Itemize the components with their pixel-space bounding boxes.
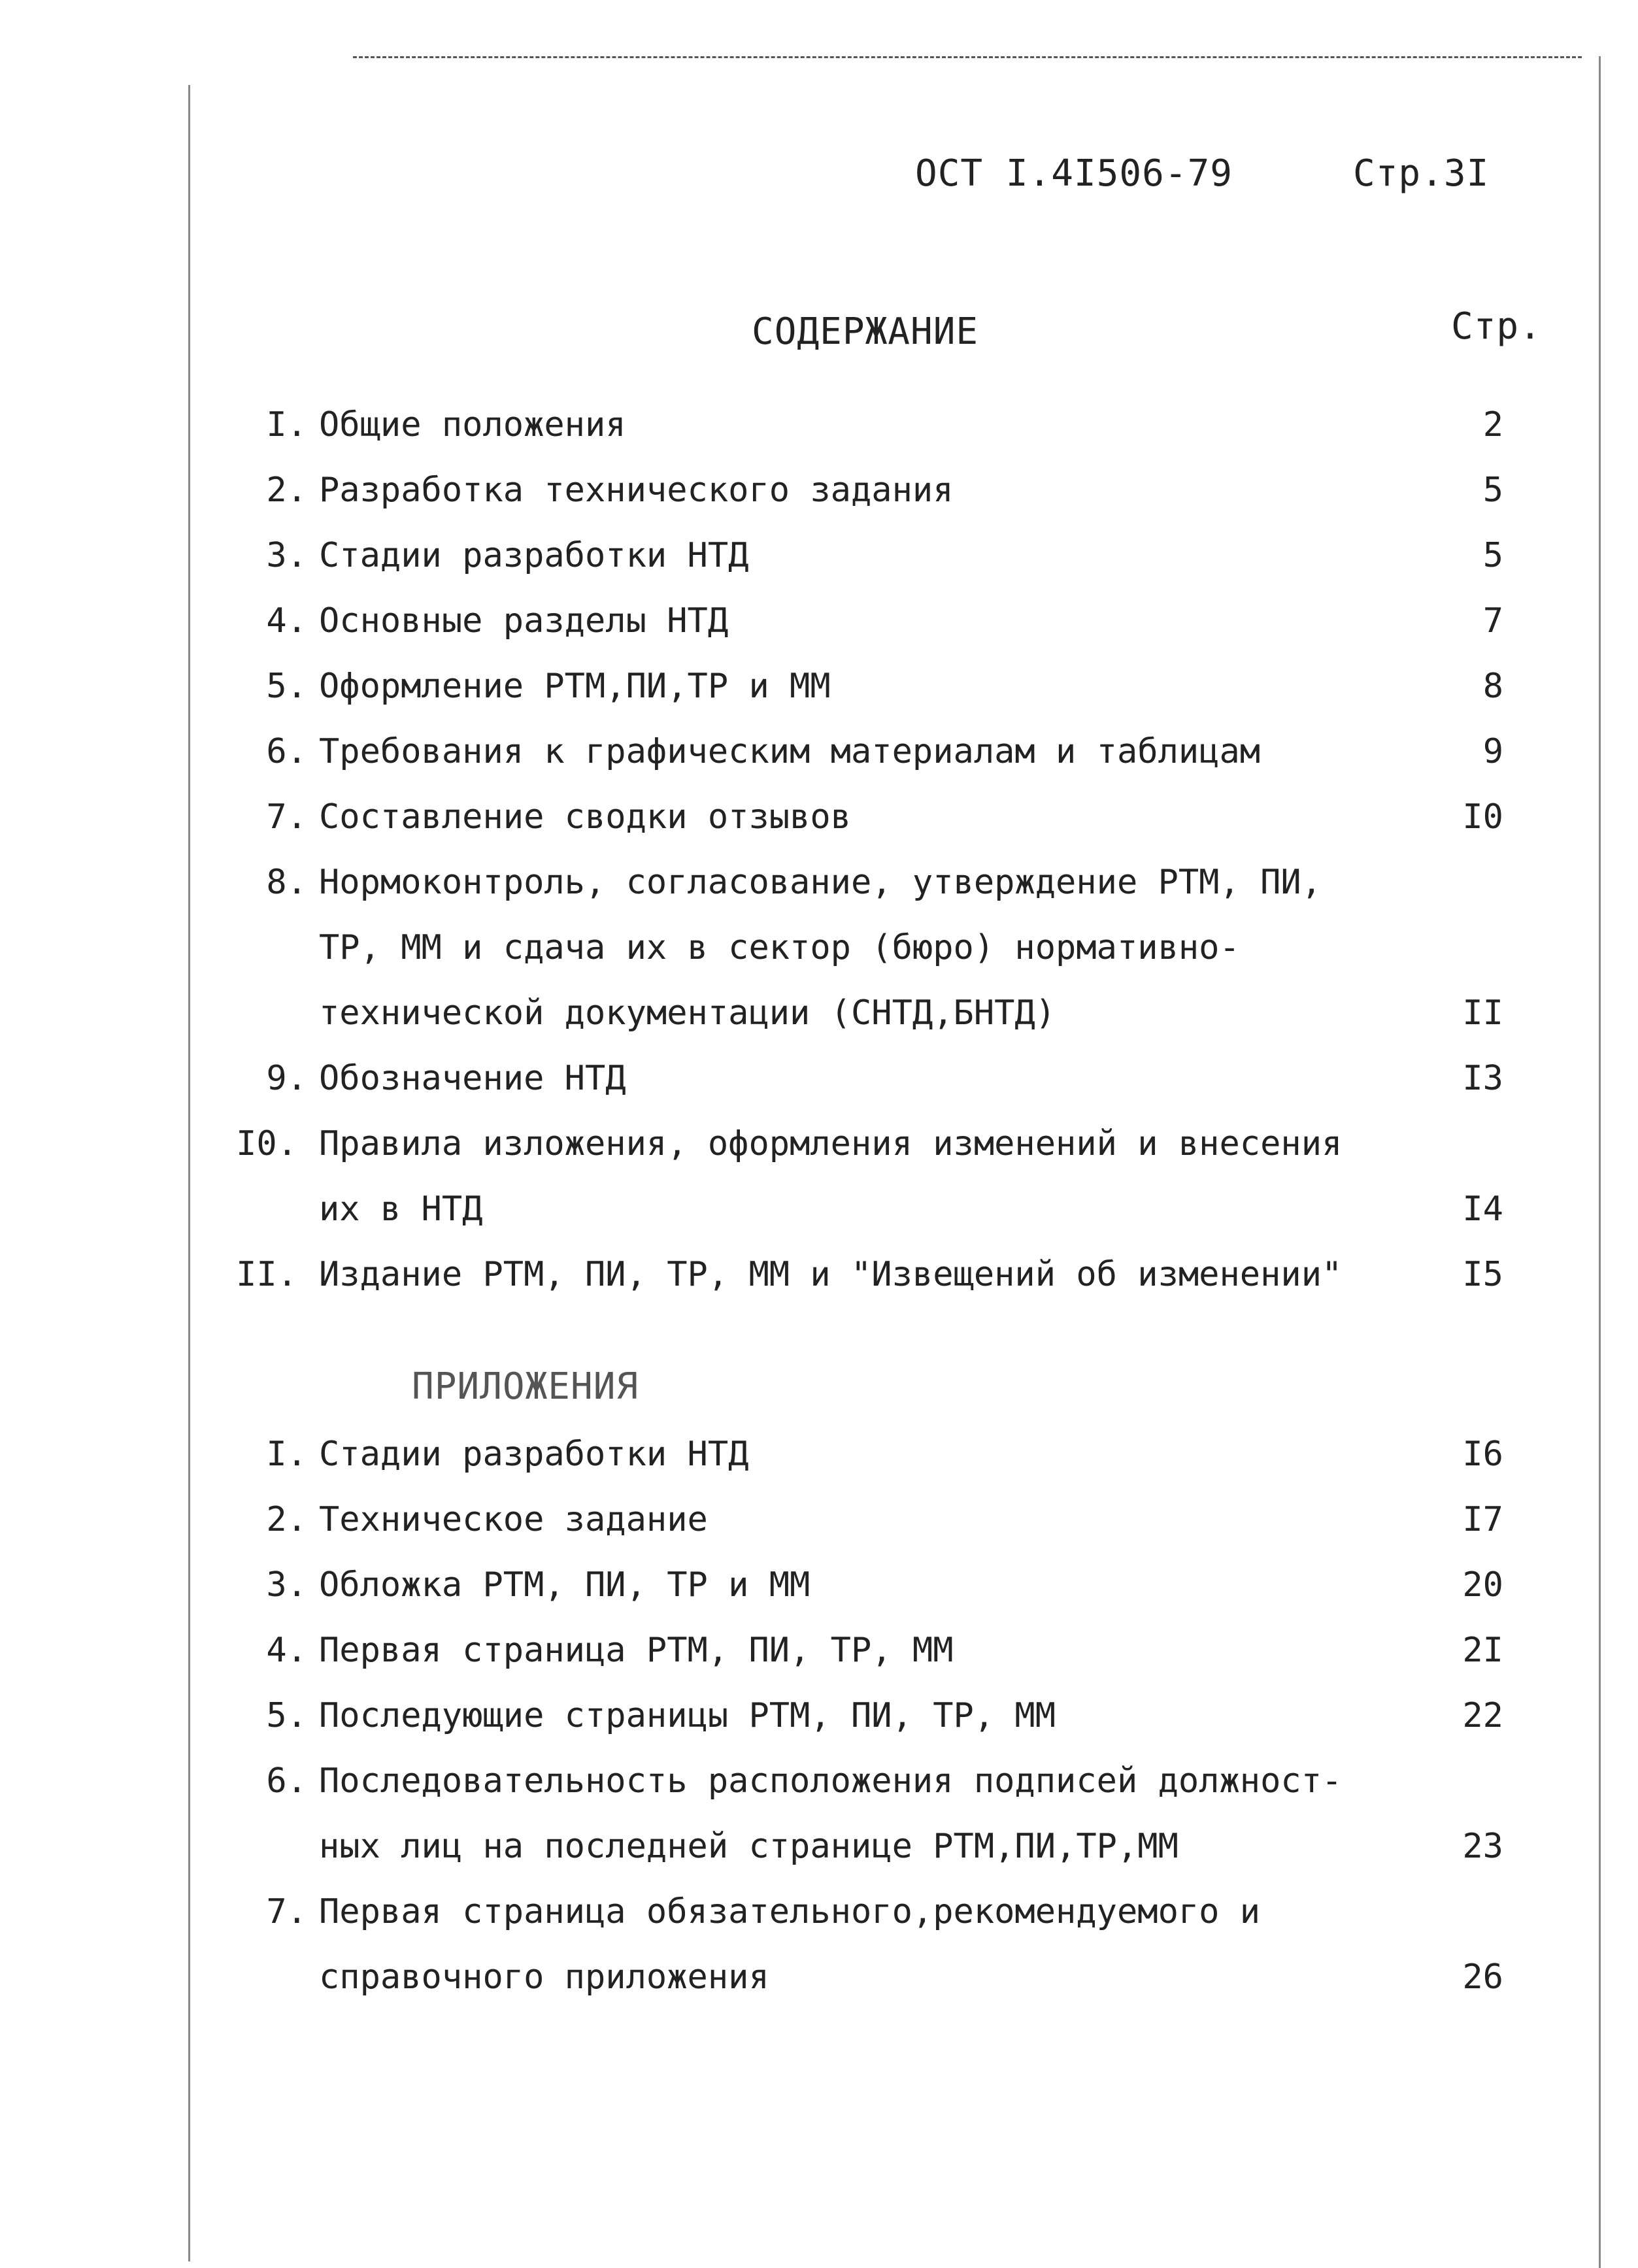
top-edge-line xyxy=(353,56,1582,58)
right-margin-line xyxy=(1599,56,1601,2268)
appendix-item-text: ных лиц на последней странице РТМ,ПИ,ТР,ММ xyxy=(319,1827,1178,1866)
appendix-item-number: 7. xyxy=(266,1892,307,1931)
toc-item-page: I5 xyxy=(1462,1255,1503,1294)
toc-item-page: 5 xyxy=(1482,471,1503,510)
appendix-item-page: I6 xyxy=(1462,1435,1503,1474)
toc-item-number: 5. xyxy=(266,667,307,706)
toc-item-text: Разработка технического задания xyxy=(319,471,954,510)
appendices-title: ПРИЛОЖЕНИЯ xyxy=(412,1365,639,1408)
appendix-item-page: 26 xyxy=(1462,1958,1503,1997)
appendix-item-text: Стадии разработки НТД xyxy=(319,1435,749,1474)
toc-item-text: Основные разделы НТД xyxy=(319,601,729,641)
appendix-item-text: Первая страница обязательного,рекомендуемого и xyxy=(319,1892,1261,1931)
appendix-item-number: 3. xyxy=(266,1565,307,1605)
toc-item-number: I. xyxy=(266,405,307,444)
toc-item-page: 9 xyxy=(1482,732,1503,771)
page-column-label: Стр. xyxy=(1451,305,1542,348)
toc-item-page: 2 xyxy=(1482,405,1503,444)
toc-item-text: Стадии разработки НТД xyxy=(319,536,749,575)
toc-item-text: Общие положения xyxy=(319,405,626,444)
toc-item-text: Издание РТМ, ПИ, ТР, ММ и "Извещений об изменении" xyxy=(319,1255,1343,1294)
toc-item-page: II xyxy=(1462,993,1503,1033)
toc-item-number: 3. xyxy=(266,536,307,575)
toc-item-text: Требования к графическим материалам и таблицам xyxy=(319,732,1261,771)
toc-item-number: 9. xyxy=(266,1059,307,1098)
toc-item-text: Оформление РТМ,ПИ,ТР и ММ xyxy=(319,667,831,706)
appendix-item-page: I7 xyxy=(1462,1500,1503,1539)
toc-item-text: Обозначение НТД xyxy=(319,1059,626,1098)
appendix-item-text: Последовательность расположения подписей должност- xyxy=(319,1761,1343,1801)
page-number: Стр.3I xyxy=(1353,152,1490,195)
toc-item-number: I0. xyxy=(236,1124,297,1163)
toc-item-number: 4. xyxy=(266,601,307,641)
toc-item-page: 8 xyxy=(1482,667,1503,706)
toc-item-number: II. xyxy=(236,1255,297,1294)
toc-item-text: ТР, ММ и сдача их в сектор (бюро) нормативно- xyxy=(319,928,1240,967)
appendix-item-text: Техническое задание xyxy=(319,1500,708,1539)
toc-item-page: I0 xyxy=(1462,797,1503,837)
appendix-item-number: 2. xyxy=(266,1500,307,1539)
appendix-item-number: 6. xyxy=(266,1761,307,1801)
toc-item-text: Нормоконтроль, согласование, утверждение РТМ, ПИ, xyxy=(319,863,1322,902)
document-id: ОСТ I.4I506-79 xyxy=(915,152,1233,195)
toc-title: СОДЕРЖАНИЕ xyxy=(752,310,979,353)
toc-item-text: Составление сводки отзывов xyxy=(319,797,851,837)
toc-item-number: 2. xyxy=(266,471,307,510)
toc-item-text: их в НТД xyxy=(319,1190,483,1229)
appendix-item-text: Первая страница РТМ, ПИ, ТР, ММ xyxy=(319,1631,954,1670)
appendix-item-page: 20 xyxy=(1462,1565,1503,1605)
toc-item-page: 5 xyxy=(1482,536,1503,575)
appendix-item-number: 4. xyxy=(266,1631,307,1670)
toc-item-page: I4 xyxy=(1462,1190,1503,1229)
toc-item-page: I3 xyxy=(1462,1059,1503,1098)
toc-item-text: Правила изложения, оформления изменений и внесения xyxy=(319,1124,1343,1163)
appendix-item-number: I. xyxy=(266,1435,307,1474)
appendix-item-number: 5. xyxy=(266,1696,307,1735)
toc-item-number: 7. xyxy=(266,797,307,837)
toc-item-number: 6. xyxy=(266,732,307,771)
toc-item-number: 8. xyxy=(266,863,307,902)
appendix-item-page: 2I xyxy=(1462,1631,1503,1670)
toc-item-page: 7 xyxy=(1482,601,1503,641)
toc-item-text: технической документации (СНТД,БНТД) xyxy=(319,993,1056,1033)
appendix-item-page: 22 xyxy=(1462,1696,1503,1735)
left-margin-line xyxy=(188,85,190,2261)
appendix-item-text: Последующие страницы РТМ, ПИ, ТР, ММ xyxy=(319,1696,1056,1735)
appendix-item-page: 23 xyxy=(1462,1827,1503,1866)
appendix-item-text: Обложка РТМ, ПИ, ТР и ММ xyxy=(319,1565,811,1605)
appendix-item-text: справочного приложения xyxy=(319,1958,769,1997)
